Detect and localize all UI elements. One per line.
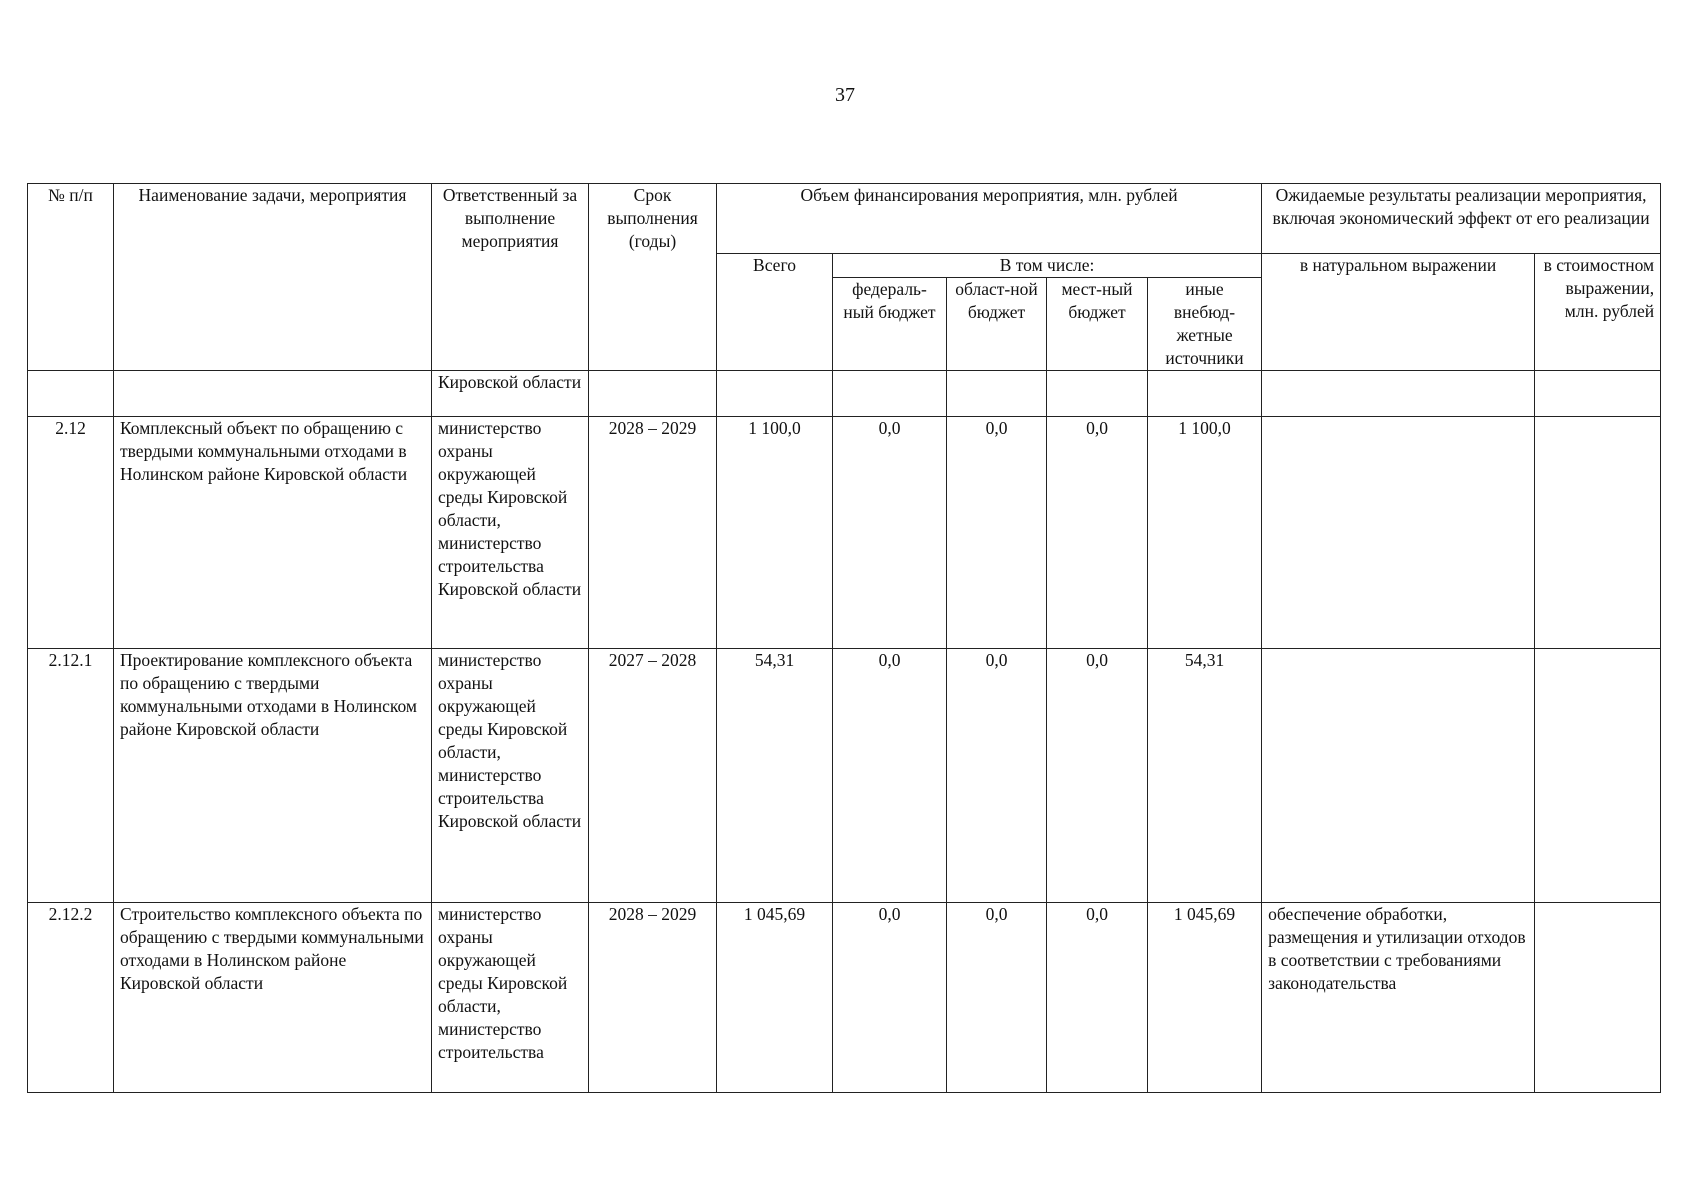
row-cost — [1535, 903, 1661, 1093]
row-name: Строительство комплексного объекта по обращению с твердыми коммунальными отходами в Нолинском районе Кировской области — [114, 903, 432, 1093]
row-responsible: министерство охраны окружающей среды Кировской области, министерство строительства — [432, 903, 589, 1093]
header-other: иные внебюд-жетные источники — [1148, 278, 1262, 371]
table-row — [28, 649, 1661, 903]
row-natural: обеспечение обработки, размещения и утилизации отходов в соответствии с требованиями законодательства — [1262, 903, 1535, 1093]
cont-cost — [1535, 371, 1661, 417]
page-number: 37 — [835, 84, 855, 106]
row-local: 0,0 — [1047, 649, 1148, 903]
cont-federal — [833, 371, 947, 417]
row-regional: 0,0 — [947, 903, 1047, 1093]
row-no: 2.12.2 — [28, 903, 114, 1093]
row-natural — [1262, 649, 1535, 903]
row-responsible: министерство охраны окружающей среды Кировской области, министерство строительства Кировской области — [432, 649, 589, 903]
row-federal: 0,0 — [833, 417, 947, 649]
row-responsible: министерство охраны окружающей среды Кировской области, министерство строительства Кировской области — [432, 417, 589, 649]
cont-responsible: Кировской области — [432, 371, 589, 417]
cont-term — [589, 371, 717, 417]
header-including: В том числе: — [833, 254, 1262, 278]
cont-other — [1148, 371, 1262, 417]
cont-natural — [1262, 371, 1535, 417]
row-other: 54,31 — [1148, 649, 1262, 903]
row-name: Проектирование комплексного объекта по обращению с твердыми коммунальными отходами в Нолинском районе Кировской области — [114, 649, 432, 903]
header-local: мест-ный бюджет — [1047, 278, 1148, 371]
financing-table — [27, 183, 1661, 1093]
row-regional: 0,0 — [947, 417, 1047, 649]
continuation-row — [28, 371, 1661, 417]
header-federal: федераль-ный бюджет — [833, 278, 947, 371]
cont-total — [717, 371, 833, 417]
header-financing: Объем финансирования мероприятия, млн. рублей — [717, 184, 1262, 254]
header-name: Наименование задачи, мероприятия — [114, 184, 432, 371]
row-total: 1 045,69 — [717, 903, 833, 1093]
row-total: 54,31 — [717, 649, 833, 903]
header-results: Ожидаемые результаты реализации мероприятия, включая экономический эффект от его реализации — [1262, 184, 1661, 254]
row-term: 2028 – 2029 — [589, 417, 717, 649]
cont-name — [114, 371, 432, 417]
row-no: 2.12.1 — [28, 649, 114, 903]
header-total: Всего — [717, 254, 833, 371]
row-cost — [1535, 649, 1661, 903]
row-term: 2027 – 2028 — [589, 649, 717, 903]
cont-local — [1047, 371, 1148, 417]
row-local: 0,0 — [1047, 903, 1148, 1093]
cont-no — [28, 371, 114, 417]
row-total: 1 100,0 — [717, 417, 833, 649]
header-no: № п/п — [28, 184, 114, 371]
table-row — [28, 903, 1661, 1093]
header-regional: област-ной бюджет — [947, 278, 1047, 371]
row-natural — [1262, 417, 1535, 649]
row-regional: 0,0 — [947, 649, 1047, 903]
row-no: 2.12 — [28, 417, 114, 649]
row-local: 0,0 — [1047, 417, 1148, 649]
row-cost — [1535, 417, 1661, 649]
row-federal: 0,0 — [833, 903, 947, 1093]
row-other: 1 100,0 — [1148, 417, 1262, 649]
header-natural: в натуральном выражении — [1262, 254, 1535, 371]
row-other: 1 045,69 — [1148, 903, 1262, 1093]
header-responsible: Ответственный за выполнение мероприятия — [432, 184, 589, 371]
header-row-1 — [28, 184, 1661, 254]
header-term: Срок выполнения (годы) — [589, 184, 717, 371]
row-term: 2028 – 2029 — [589, 903, 717, 1093]
header-cost: в стоимостном выражении, млн. рублей — [1535, 254, 1661, 371]
table-row — [28, 417, 1661, 649]
row-federal: 0,0 — [833, 649, 947, 903]
cont-regional — [947, 371, 1047, 417]
row-name: Комплексный объект по обращению с твердыми коммунальными отходами в Нолинском районе Кировской области — [114, 417, 432, 649]
